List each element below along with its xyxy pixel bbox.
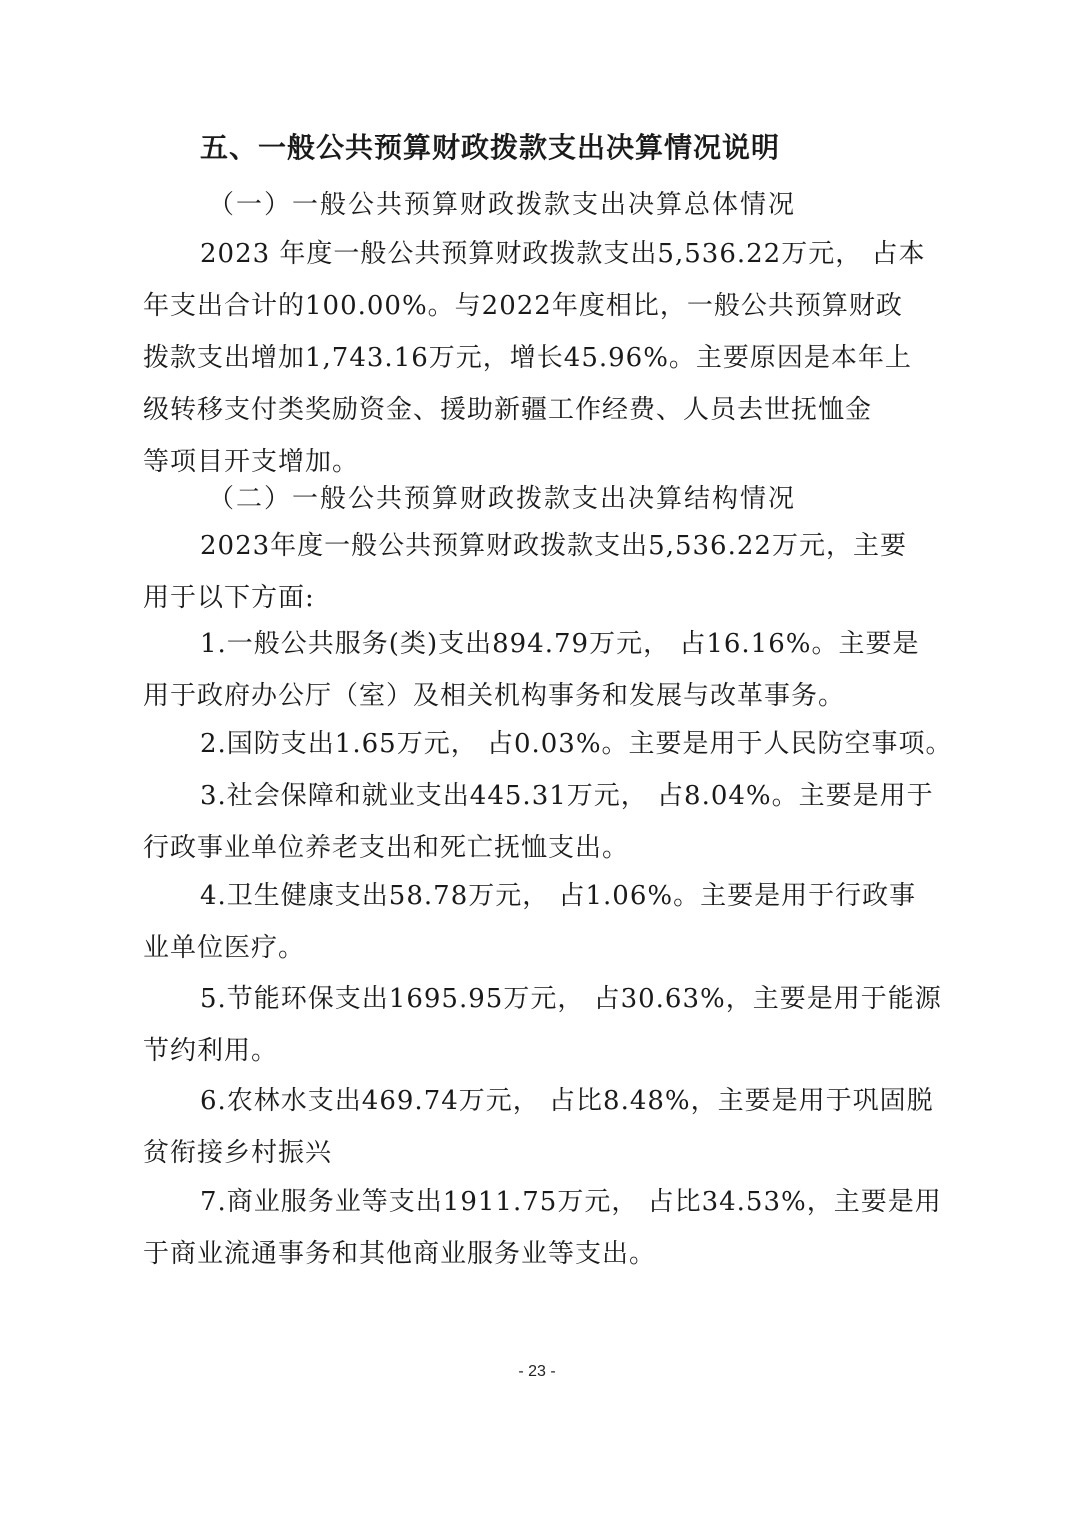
paragraph-line: 4.卫生健康支出58.78万元， 占1.06%。主要是用于行政事 (200, 881, 917, 911)
paragraph-line: 级转移支付类奖励资金、援助新疆工作经费、人员去世抚恤金 (143, 395, 873, 425)
paragraph-structure-intro (143, 520, 933, 624)
paragraph-line: 6.农林水支出469.74万元， 占比8.48%，主要是用于巩固脱 (200, 1086, 934, 1116)
subsection-title-structure: （二）一般公共预算财政拨款支出决算结构情况 (208, 484, 797, 514)
paragraph-overall (143, 228, 933, 488)
expense-item-5 (143, 973, 942, 1077)
paragraph-line: 行政事业单位养老支出和死亡抚恤支出。 (143, 833, 630, 863)
paragraph-line: 用于政府办公厅（室）及相关机构事务和发展与改革事务。 (143, 681, 846, 711)
page-number: - 23 - (518, 1363, 556, 1380)
expense-item-4 (143, 870, 933, 974)
paragraph-line: 7.商业服务业等支出1911.75万元， 占比34.53%，主要是用 (200, 1187, 942, 1217)
paragraph-line: 2023年度一般公共预算财政拨款支出5,536.22万元，主要 (200, 531, 907, 561)
paragraph-line: 年支出合计的100.00%。与2022年度相比，一般公共预算财政 (143, 291, 903, 321)
expense-item-7 (143, 1176, 942, 1280)
expense-item-1 (143, 618, 933, 722)
paragraph-line: 2023 年度一般公共预算财政拨款支出5,536.22万元， 占本 (200, 239, 926, 269)
paragraph-line: 于商业流通事务和其他商业服务业等支出。 (143, 1239, 657, 1269)
subsection-title-overall: （一）一般公共预算财政拨款支出决算总体情况 (208, 190, 797, 220)
paragraph-line: 等项目开支增加。 (143, 447, 360, 477)
paragraph-line: 贫衔接乡村振兴 (143, 1138, 333, 1168)
paragraph-line: 1.一般公共服务(类)支出894.79万元， 占16.16%。主要是 (200, 629, 920, 659)
paragraph-line: 2.国防支出1.65万元， 占0.03%。主要是用于人民防空事项。 (200, 729, 953, 759)
expense-item-6 (143, 1075, 933, 1179)
expense-item-3 (143, 770, 933, 874)
paragraph-line: 业单位医疗。 (143, 933, 306, 963)
paragraph-line: 拨款支出增加1,743.16万元，增长45.96%。主要原因是本年上 (143, 343, 912, 373)
paragraph-line: 用于以下方面: (143, 583, 315, 613)
paragraph-line: 3.社会保障和就业支出445.31万元， 占8.04%。主要是用于 (200, 781, 934, 811)
paragraph-line: 5.节能环保支出1695.95万元， 占30.63%，主要是用于能源 (200, 984, 942, 1014)
section-title: 五、一般公共预算财政拨款支出决算情况说明 (200, 131, 781, 164)
paragraph-line: 节约利用。 (143, 1036, 279, 1066)
expense-item-2 (143, 718, 953, 770)
